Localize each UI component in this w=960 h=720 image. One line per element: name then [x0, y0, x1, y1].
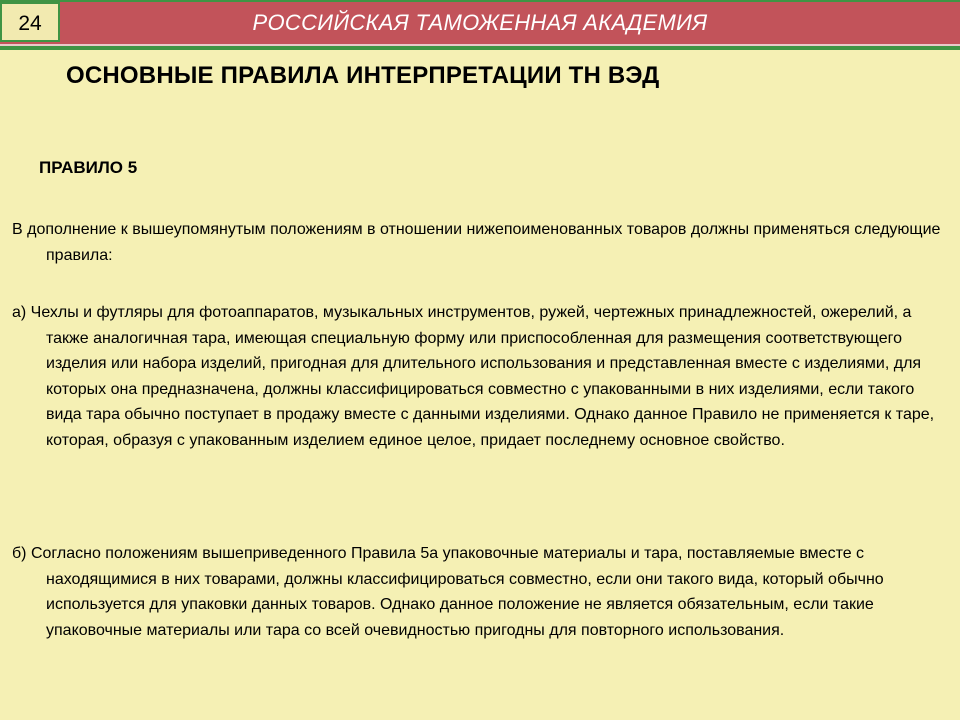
rule-5b-paragraph: б) Согласно положениям вышеприведенного Правила 5а упаковочные материалы и тара, поставляемые вместе с находящимися в них товарами, должны классифицироваться совместно, если они такого вида, который обычно используется для упаковки данных товаров. Однако данное положение не является обязательным, если такие упаковочные материалы или тара со всей очевидностью пригодны для повторного использования.	[12, 545, 884, 639]
slide-title: ОСНОВНЫЕ ПРАВИЛА ИНТЕРПРЕТАЦИИ ТН ВЭД	[66, 62, 660, 89]
rule-heading: ПРАВИЛО 5	[39, 158, 138, 177]
institution-name: РОССИЙСКАЯ ТАМОЖЕННАЯ АКАДЕМИЯ	[252, 10, 708, 35]
intro-paragraph: В дополнение к вышеупомянутым положениям в отношении нижепоименованных товаров должны применяться следующие правила:	[12, 221, 941, 264]
slide-number: 24	[0, 2, 60, 42]
rule-5a-paragraph: а) Чехлы и футляры для фотоаппаратов, музыкальных инструментов, ружей, чертежных принадлежностей, ожерелий, а также аналогичная тара, имеющая специальную форму или приспособленная для размещения соответствующего изделия или набора изделий, пригодная для длительного использования и представленная вместе с изделиями, для которых она предназначена, должны классифицироваться совместно с упакованными в них изделиями, если такого вида тара обычно поступает в продажу вместе с данными изделиями. Однако данное Правило не применяется к таре, которая, образуя с упакованным изделием единое целое, придает последнему основное свойство.	[12, 304, 935, 449]
